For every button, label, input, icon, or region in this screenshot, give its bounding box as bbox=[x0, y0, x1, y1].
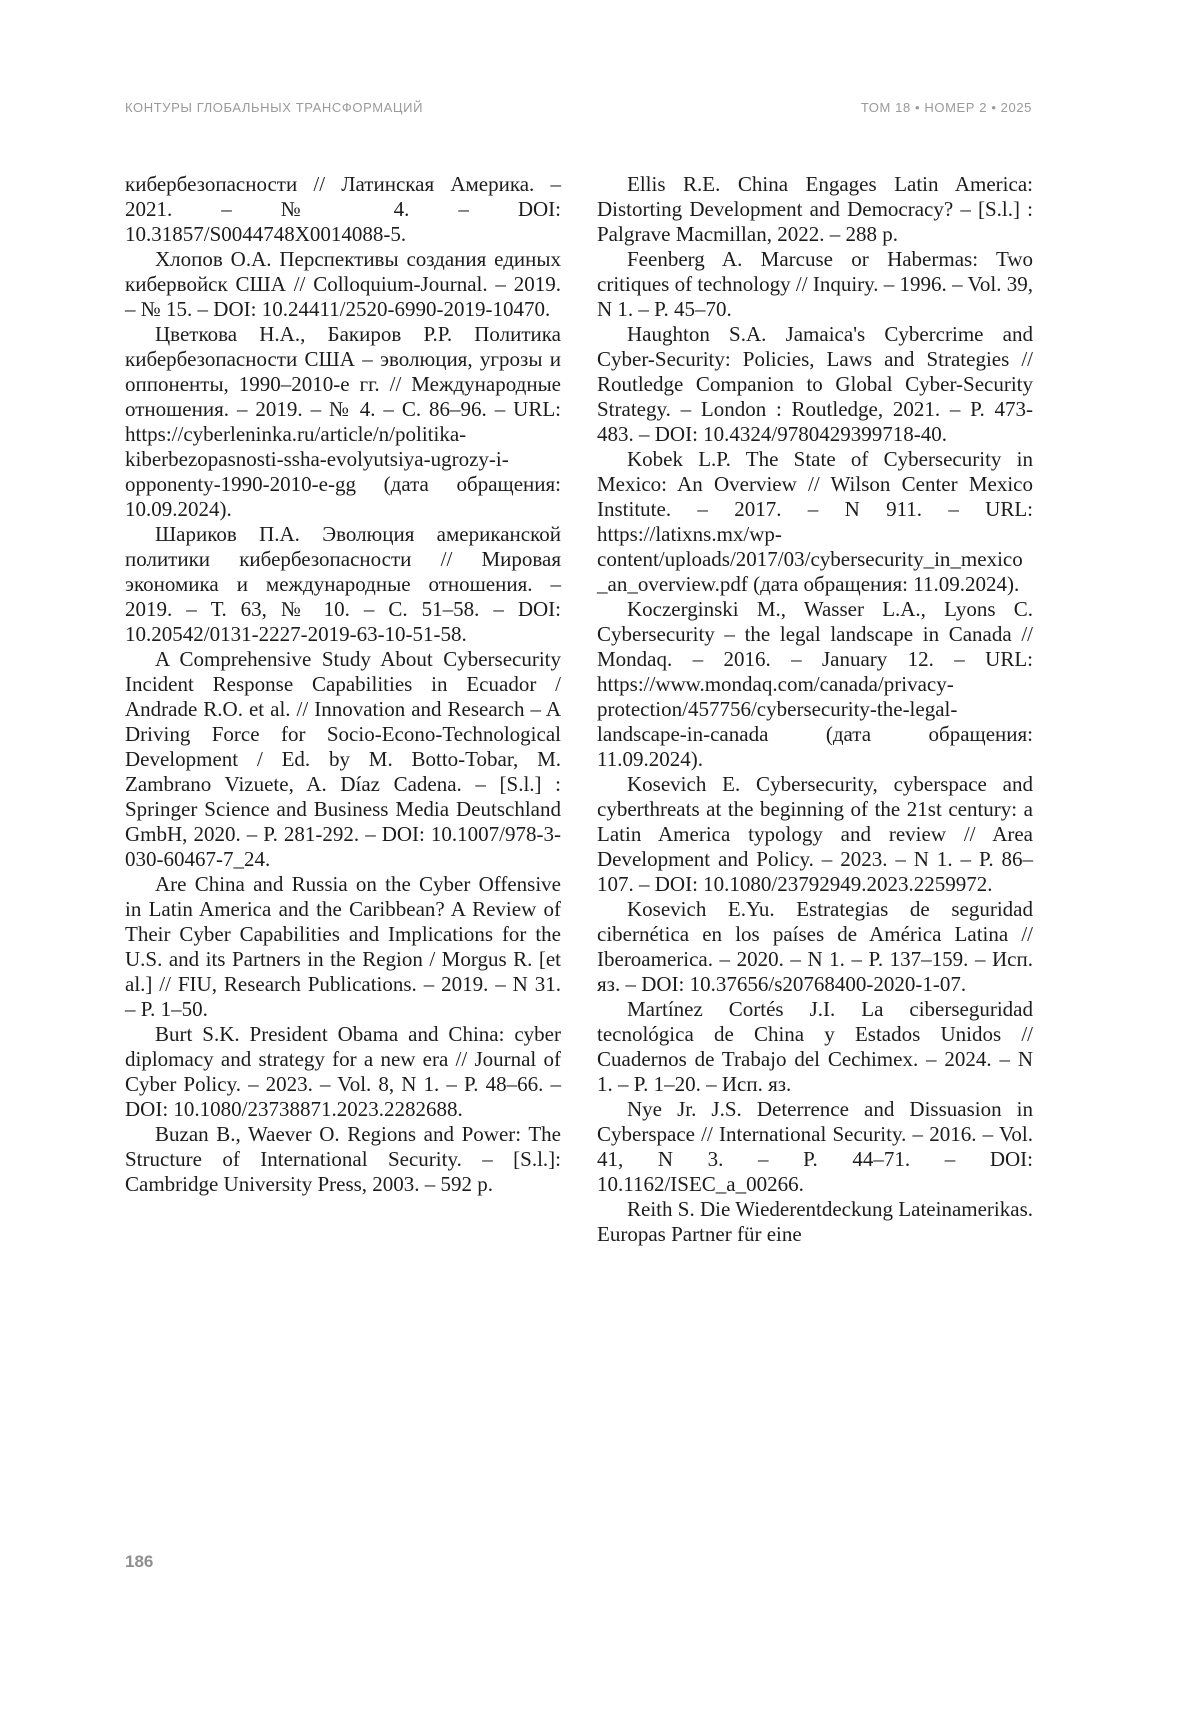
reference-paragraph: Feenberg A. Marcuse or Habermas: Two critiques of technology // Inquiry. – 1996. – Vol. 39, N 1. – P. 45–70. bbox=[597, 247, 1033, 321]
reference-paragraph: Kosevich E. Cybersecurity, cyberspace and cyberthreats at the beginning of the 21st century: a Latin America typology and review // Area Development and Policy. – 2023. – N 1. – P. 86–107. – DOI: 10.1080/23792949.2023.2259972. bbox=[597, 772, 1033, 896]
reference-paragraph: Martínez Cortés J.I. La ciberseguridad tecnológica de China y Estados Unidos // Cuadernos de Trabajo del Cechimex. – 2024. – N 1. – P. 1–20. – Исп. яз. bbox=[597, 997, 1033, 1096]
reference-paragraph: A Comprehensive Study About Cybersecurity Incident Response Capabilities in Ecuador / Andrade R.O. et al. // Innovation and Research – A Driving Force for Socio-Econo-Technological Development / Ed. by M. Botto-Tobar, M. Zambrano Vizuete, A. Díaz Cadena. – [S.l.] : Springer Science and Business Media Deutschland GmbH, 2020. – P. 281-292. – DOI: 10.1007/978-3-030-60467-7_24. bbox=[125, 647, 561, 871]
reference-paragraph: Шариков П.А. Эволюция американской политики кибербезопасности // Мировая экономика и международные отношения. – 2019. – Т. 63, № 10. – С. 51–58. – DOI: 10.20542/0131-2227-2019-63-10-51-58. bbox=[125, 522, 561, 646]
reference-paragraph: Цветкова Н.А., Бакиров Р.Р. Политика кибербезопасности США – эволюция, угрозы и оппоненты, 1990–2010-е гг. // Международные отношения. – 2019. – № 4. – С. 86–96. – URL: https://cyberleninka.ru/article/n/politika-kiberbezopasnosti-ssha-evolyutsiya-ugrozy-i-opponenty-1990-2010-e-gg (дата обращения: 10.09.2024). bbox=[125, 322, 561, 521]
reference-paragraph: Burt S.K. President Obama and China: cyber diplomacy and strategy for a new era // Journal of Cyber Policy. – 2023. – Vol. 8, N 1. – P. 48–66. – DOI: 10.1080/23738871.2023.2282688. bbox=[125, 1022, 561, 1121]
issue-info: ТОМ 18 • НОМЕР 2 • 2025 bbox=[860, 100, 1032, 115]
reference-paragraph: Ellis R.E. China Engages Latin America: Distorting Development and Democracy? – [S.l.] : Palgrave Macmillan, 2022. – 288 p. bbox=[597, 172, 1033, 246]
references-left-column bbox=[125, 172, 561, 1247]
reference-paragraph: Haughton S.A. Jamaica's Cybercrime and Cyber-Security: Policies, Laws and Strategies // Routledge Companion to Global Cyber-Security Strategy. – London : Routledge, 2021. – P. 473-483. – DOI: 10.4324/9780429399718-40. bbox=[597, 322, 1033, 446]
reference-paragraph: Хлопов О.А. Перспективы создания единых кибервойск США // Colloquium-Journal. – 2019. – № 15. – DOI: 10.24411/2520-6990-2019-10470. bbox=[125, 247, 561, 321]
reference-paragraph: Kosevich E.Yu. Estrategias de seguridad cibernética en los países de América Latina // Iberoamerica. – 2020. – N 1. – P. 137–159. – Исп. яз. – DOI: 10.37656/s20768400-2020-1-07. bbox=[597, 897, 1033, 996]
reference-paragraph: Buzan B., Waever O. Regions and Power: The Structure of International Security. – [S.l.]: Cambridge University Press, 2003. – 592 p. bbox=[125, 1122, 561, 1196]
reference-paragraph: Kobek L.P. The State of Cybersecurity in Mexico: An Overview // Wilson Center Mexico Institute. – 2017. – N 911. – URL: https://latixns.mx/wp-content/uploads/2017/03/cybersecurity_in_mexico_an_overview.pdf (дата обращения: 11.09.2024). bbox=[597, 447, 1033, 596]
reference-paragraph: кибербезопасности // Латинская Америка. – 2021. – № 4. – DOI: 10.31857/S0044748X0014088-5. bbox=[125, 172, 561, 246]
reference-paragraph: Are China and Russia on the Cyber Offensive in Latin America and the Caribbean? A Review of Their Cyber Capabilities and Implications for the U.S. and its Partners in the Region / Morgus R. [et al.] // FIU, Research Publications. – 2019. – N 31. – P. 1–50. bbox=[125, 872, 561, 1021]
page-number: 186 bbox=[125, 1552, 154, 1571]
running-head bbox=[125, 100, 1032, 115]
journal-title: КОНТУРЫ ГЛОБАЛЬНЫХ ТРАНСФОРМАЦИЙ bbox=[125, 100, 424, 115]
reference-paragraph: Koczerginski M., Wasser L.A., Lyons C. Cybersecurity – the legal landscape in Canada // Mondaq. – 2016. – January 12. – URL: https://www.mondaq.com/canada/privacy-protection/457756/cybersecurity-the-legal-landscape-in-canada (дата обращения: 11.09.2024). bbox=[597, 597, 1033, 771]
reference-paragraph: Nye Jr. J.S. Deterrence and Dissuasion in Cyberspace // International Security. – 2016. – Vol. 41, N 3. – P. 44–71. – DOI: 10.1162/ISEC_a_00266. bbox=[597, 1097, 1033, 1196]
references-section bbox=[125, 172, 1033, 1247]
reference-paragraph: Reith S. Die Wiederentdeckung Lateinamerikas. Europas Partner für eine bbox=[597, 1197, 1033, 1246]
references-right-column bbox=[597, 172, 1033, 1247]
